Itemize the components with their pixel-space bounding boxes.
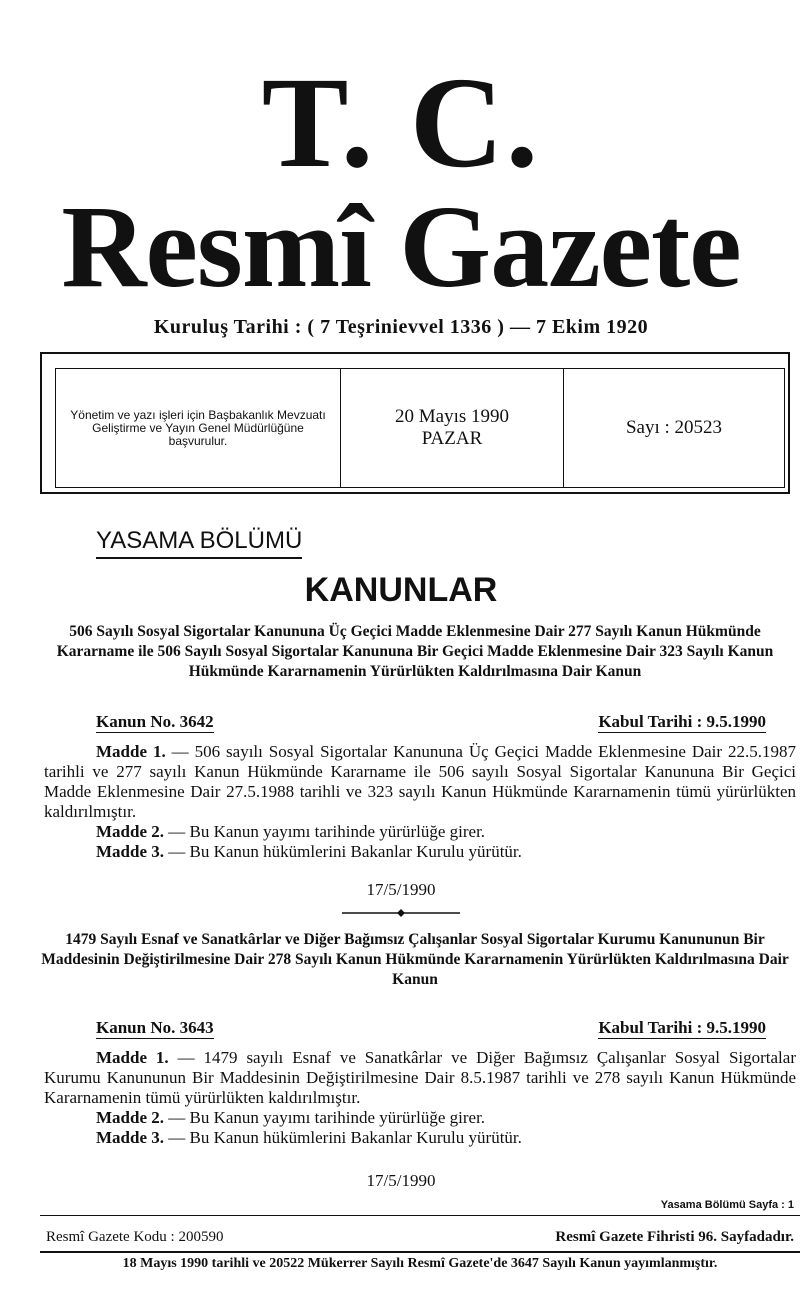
law2-article-2-label: Madde 2. <box>96 1108 164 1127</box>
contact-note: Yönetim ve yazı işleri için Başbakanlık Mevzuatı Geliştirme ve Yayın Genel Müdürlüğüne başvurulur. <box>56 369 341 487</box>
law1-article-3-label: Madde 3. <box>96 842 164 861</box>
section-heading: KANUNLAR <box>304 571 498 609</box>
law1-article-3-text: — Bu Kanun hükümlerini Bakanlar Kurulu yürütür. <box>164 842 522 861</box>
law2-article-3-label: Madde 3. <box>96 1128 164 1147</box>
law1-body <box>44 742 796 862</box>
footnote: 18 Mayıs 1990 tarihli ve 20522 Mükerrer Sayılı Resmî Gazete'de 3647 Sayılı Kanun yayımlanmıştır. <box>122 1256 718 1271</box>
law1-title: 506 Sayılı Sosyal Sigortalar Kanununa Üç Geçici Madde Eklenmesine Dair 277 Sayılı Kanun Hükmünde Kararname ile 506 Sayılı Sosyal Sigortalar Kanununa Bir Geçici Madde Eklenmesine Dair 323 Sayılı Kanun Hükmünde Kararnamenin Yürürlükten Kaldırılmasına Dair Kanun <box>56 623 774 680</box>
gazette-code: Resmî Gazete Kodu : 200590 <box>46 1229 224 1245</box>
law1-number: Kanun No. 3642 <box>96 712 214 731</box>
law2-meta <box>96 1018 766 1039</box>
law2-article-1 <box>44 1048 796 1108</box>
law1-date: 17/5/1990 <box>366 880 436 899</box>
law1-article-2-label: Madde 2. <box>96 822 164 841</box>
law2-article-2 <box>44 1108 796 1128</box>
footer-rule-2 <box>40 1251 800 1253</box>
law2-article-3 <box>44 1128 796 1148</box>
law2-article-1-label: Madde 1. <box>96 1048 169 1067</box>
law2-article-3-text: — Bu Kanun hükümlerini Bakanlar Kurulu yürütür. <box>164 1128 522 1147</box>
law2-accepted: Kabul Tarihi : 9.5.1990 <box>598 1018 766 1037</box>
law1-accepted: Kabul Tarihi : 9.5.1990 <box>598 712 766 731</box>
issue-date: 20 Mayıs 1990 <box>395 406 509 427</box>
law1-article-3 <box>44 842 796 862</box>
law1-meta <box>96 712 766 733</box>
founding-date: Kuruluş Tarihi : ( 7 Teşrinievvel 1336 ) — 7 Ekim 1920 <box>153 316 649 338</box>
law1-article-2 <box>44 822 796 842</box>
law1-article-1-text: — 506 sayılı Sosyal Sigortalar Kanununa Üç Geçici Madde Eklenmesine Dair 22.5.1987 tarihli ve 277 sayılı Kanun Hükmünde Kararname ile 506 sayılı Sosyal Sigortalar Kanununa Bir Geçici Madde Eklenmesine Dair 27.5.1988 tarihli ve 323 sayılı Kanun Hükmünde Kararnamenin tümü yürürlükten kaldırılmıştır. <box>44 742 796 821</box>
law2-date: 17/5/1990 <box>366 1171 436 1190</box>
law2-body <box>44 1048 796 1148</box>
info-box <box>55 368 785 488</box>
issue-date-cell <box>341 369 564 487</box>
masthead-title: Resmî Gazete <box>61 181 741 312</box>
law1-article-2-text: — Bu Kanun yayımı tarihinde yürürlüğe girer. <box>164 822 486 841</box>
law2-article-1-text: — 1479 sayılı Esnaf ve Sanatkârlar ve Diğer Bağımsız Çalışanlar Sosyal Sigortalar Kurumu Kanununun Bir Maddesinin Değiştirilmesine Dair 8.5.1987 tarihli ve 278 sayılı Kanun Hükmünde Kararnamenin tümü yürürlükten kaldırılmıştır. <box>44 1048 796 1107</box>
section-name: YASAMA BÖLÜMÜ <box>96 527 302 559</box>
issue-day: PAZAR <box>421 428 483 449</box>
section-separator <box>342 908 460 918</box>
masthead-tc: T. C. <box>261 51 541 195</box>
page-indicator: Yasama Bölümü Sayfa : 1 <box>660 1199 794 1211</box>
index-note: Resmî Gazete Fihristi 96. Sayfadadır. <box>555 1229 794 1245</box>
law1-article-1-label: Madde 1. <box>96 742 166 761</box>
law1-article-1 <box>44 742 796 822</box>
footer-rule <box>40 1215 800 1216</box>
law2-article-2-text: — Bu Kanun yayımı tarihinde yürürlüğe girer. <box>164 1108 486 1127</box>
law2-number: Kanun No. 3643 <box>96 1018 214 1037</box>
issue-number: Sayı : 20523 <box>625 417 723 438</box>
law2-title: 1479 Sayılı Esnaf ve Sanatkârlar ve Diğer Bağımsız Çalışanlar Sosyal Sigortalar Kurumu Kanununun Bir Maddesinin Değiştirilmesine Dair 278 Sayılı Kanun Hükmünde Kararnamenin Yürürlükten Kaldırılmasına Dair Kanun <box>41 931 789 988</box>
